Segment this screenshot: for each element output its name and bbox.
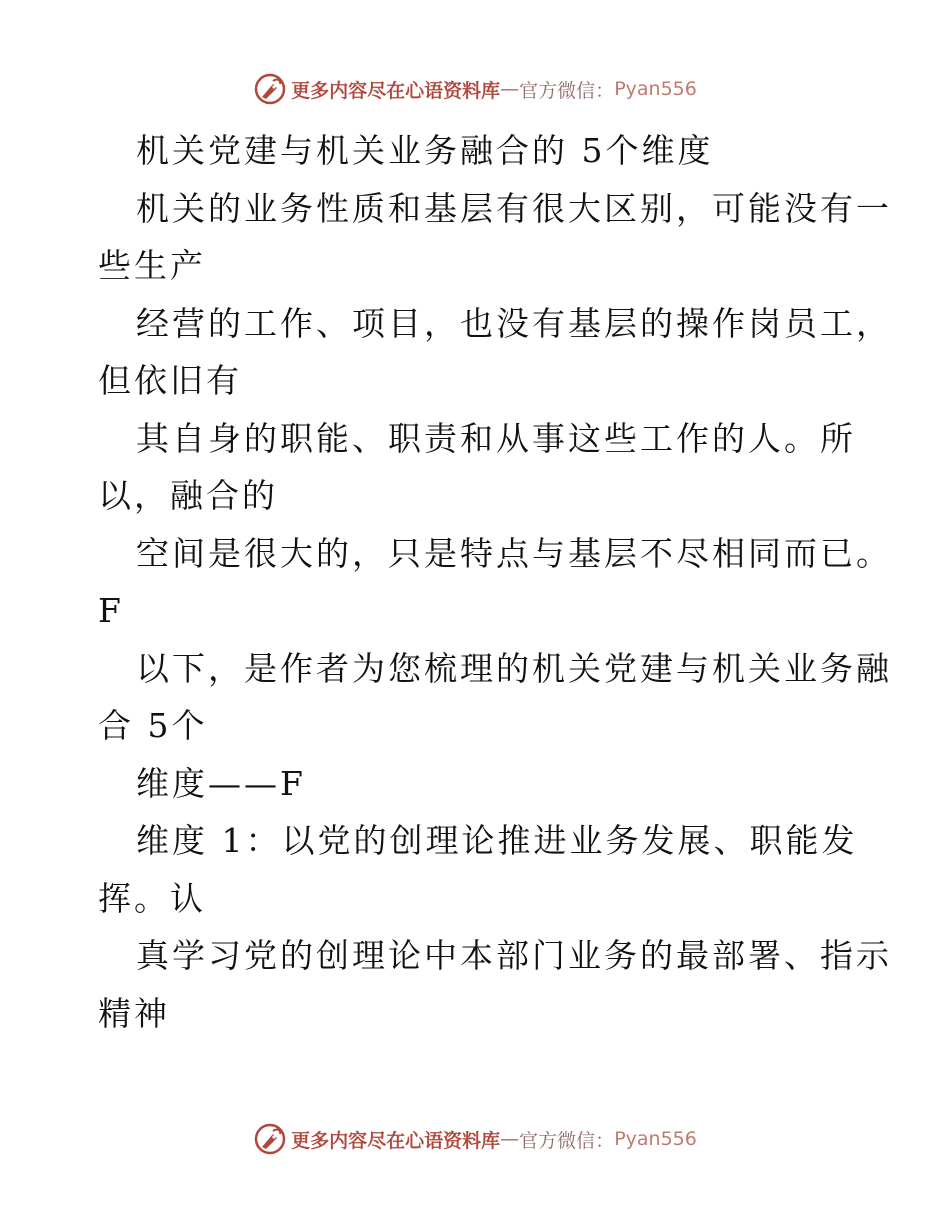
paragraph-line: 空间是很大的，只是特点与基层不尽相同而已。 xyxy=(136,533,892,573)
paragraph-line: 些生产 xyxy=(98,246,206,285)
paragraph-line: 合 5个 xyxy=(98,706,208,745)
watermark-brand: 更多内容尽在心语资料库 xyxy=(291,1129,501,1152)
document-title: 机关党建与机关业务融合的 5个维度 xyxy=(136,131,714,170)
paragraph-line: 以下，是作者为您梳理的机关党建与机关业务融 xyxy=(136,648,892,688)
watermark-wechat-label: 官方微信： xyxy=(519,79,615,102)
pen-nib-circle-icon xyxy=(253,72,287,106)
watermark-wechat-label: 官方微信： xyxy=(519,1129,615,1152)
paragraph-line: 其自身的职能、职责和从事这些工作的人。所 xyxy=(136,418,856,458)
watermark-footer xyxy=(0,1122,950,1156)
paragraph-line: 机关的业务性质和基层有很大区别，可能没有一 xyxy=(136,188,892,228)
watermark-dash: — xyxy=(500,78,520,100)
paragraph-line: 维度 1：以党的创理论推进业务发展、职能发 xyxy=(136,821,858,860)
paragraph-line: 真学习党的创理论中本部门业务的最部署、指示 xyxy=(136,936,892,975)
watermark-dash: — xyxy=(500,1128,520,1150)
watermark-wechat-id: Pyan556 xyxy=(614,78,697,100)
watermark-wechat-id: Pyan556 xyxy=(614,1128,697,1150)
paragraph-line: 挥。认 xyxy=(98,878,206,918)
paragraph-line: 维度——F xyxy=(136,763,306,803)
paragraph-line: 经营的工作、项目，也没有基层的操作岗员工， xyxy=(136,303,892,343)
watermark-header xyxy=(0,72,950,106)
paragraph-line: 精神 xyxy=(98,993,170,1033)
paragraph-line: F xyxy=(98,591,124,630)
paragraph-line: 以，融合的 xyxy=(98,476,278,515)
document-body xyxy=(98,122,892,1042)
paragraph-line: 但依旧有 xyxy=(98,361,242,400)
watermark-brand: 更多内容尽在心语资料库 xyxy=(291,79,501,102)
pen-nib-circle-icon xyxy=(253,1122,287,1156)
